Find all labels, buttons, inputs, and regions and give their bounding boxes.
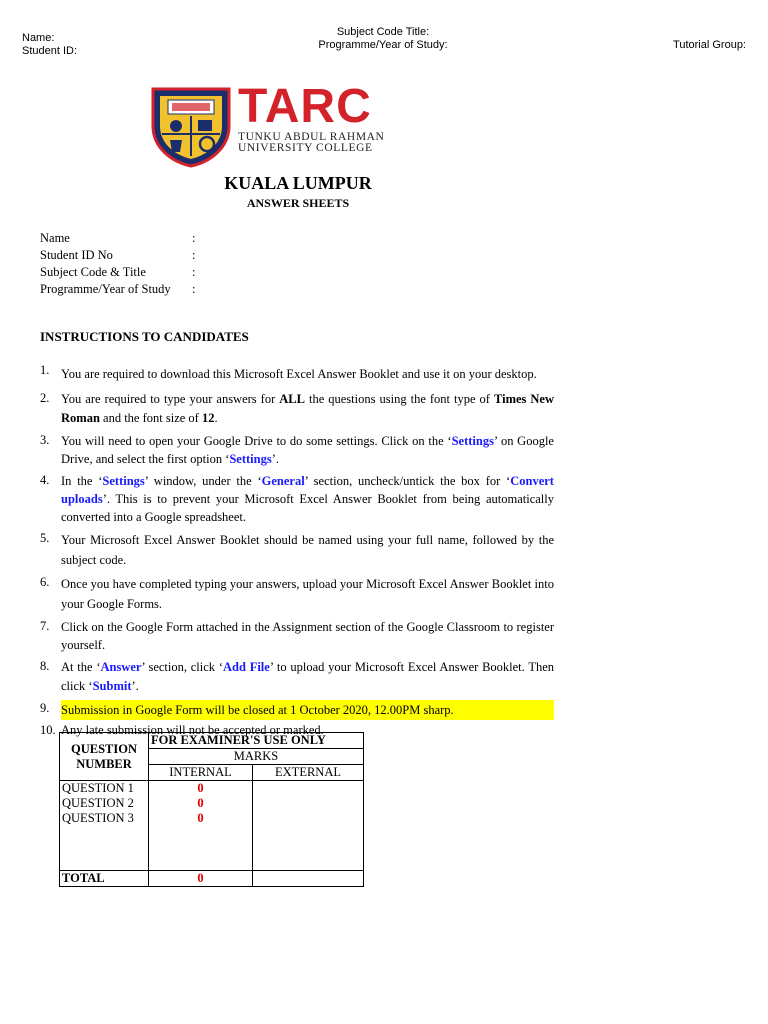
field-label: Programme/Year of Study bbox=[40, 282, 171, 296]
item-number: 9. bbox=[40, 700, 61, 720]
header-student-id-label: Student ID: bbox=[22, 45, 78, 57]
item-number: 1. bbox=[40, 363, 50, 377]
internal-mark-cell[interactable]: 0 bbox=[149, 811, 253, 826]
item-number: 2. bbox=[40, 391, 50, 405]
field-row-student-id bbox=[40, 247, 195, 264]
header-programme-label: Programme/Year of Study: bbox=[318, 39, 448, 51]
item-number: 3. bbox=[40, 433, 50, 447]
field-separator: : bbox=[192, 231, 196, 245]
marks-table bbox=[59, 732, 364, 887]
examiner-header: FOR EXAMINER'S USE ONLY bbox=[149, 733, 364, 749]
field-label: Name bbox=[40, 231, 70, 245]
total-row bbox=[60, 871, 364, 887]
external-mark-cell[interactable] bbox=[253, 811, 364, 826]
item-number: 4. bbox=[40, 473, 50, 487]
field-label: Subject Code & Title bbox=[40, 265, 146, 279]
instruction-item bbox=[40, 574, 554, 614]
field-row-programme bbox=[40, 281, 195, 298]
item-text: Click on the Google Form attached in the Assignment section of the Google Classroom to register yourself. bbox=[61, 620, 554, 652]
item-number: 10. bbox=[40, 723, 56, 737]
field-label: Student ID No bbox=[40, 248, 113, 262]
total-external-cell[interactable] bbox=[253, 871, 364, 887]
instruction-item bbox=[40, 432, 554, 468]
external-mark-cell[interactable] bbox=[253, 781, 364, 797]
instruction-item bbox=[40, 472, 554, 526]
table-row bbox=[60, 781, 364, 797]
external-header: EXTERNAL bbox=[253, 765, 364, 781]
item-text: At the ‘Answer’ section, click ‘Add File’ to upload your Microsoft Excel Answer Booklet. Then click ‘Submit’. bbox=[61, 660, 555, 693]
header-tutorial-group-label: Tutorial Group: bbox=[673, 39, 746, 51]
blank-cell bbox=[60, 826, 149, 871]
internal-mark-cell[interactable]: 0 bbox=[149, 796, 253, 811]
candidate-fields bbox=[40, 230, 195, 298]
brand-wordmark: TARC bbox=[238, 80, 372, 133]
instructions-title: INSTRUCTIONS TO CANDIDATES bbox=[40, 329, 249, 344]
item-number: 7. bbox=[40, 619, 50, 633]
item-text: You are required to download this Microsoft Excel Answer Booklet and use it on your desktop. bbox=[61, 367, 537, 381]
item-text: Submission in Google Form will be closed at 1 October 2020, 12.00PM sharp. bbox=[61, 703, 454, 717]
internal-mark-cell[interactable]: 0 bbox=[149, 781, 253, 797]
question-number-header: QUESTION NUMBER bbox=[60, 733, 149, 781]
field-row-name bbox=[40, 230, 195, 247]
header-subject-code-label: Subject Code Title: bbox=[336, 26, 430, 38]
header-center bbox=[260, 26, 506, 52]
blank-cell bbox=[149, 826, 253, 871]
crest-logo bbox=[150, 86, 232, 173]
item-text: Your Microsoft Excel Answer Booklet should be named using your full name, followed by the subject code. bbox=[61, 533, 554, 567]
item-number: 6. bbox=[40, 575, 50, 589]
blank-cell bbox=[253, 826, 364, 871]
question-cell: QUESTION 2 bbox=[60, 796, 149, 811]
instruction-item bbox=[40, 530, 554, 570]
item-text: You will need to open your Google Drive to do some settings. Click on the ‘Settings’ on Google Drive, and select the first option ‘Settings’. bbox=[61, 434, 554, 466]
total-internal-cell[interactable]: 0 bbox=[149, 871, 253, 887]
item-text: You are required to type your answers for ALL the questions using the font type of Times New Roman and the font size of 12. bbox=[61, 392, 555, 425]
field-separator: : bbox=[192, 265, 196, 279]
instruction-item bbox=[40, 618, 554, 654]
item-text: Any late submission will not be accepted or marked. bbox=[61, 723, 324, 737]
field-row-subject bbox=[40, 264, 195, 281]
instruction-item bbox=[40, 390, 554, 428]
item-number: 5. bbox=[40, 531, 50, 545]
document-title: ANSWER SHEETS bbox=[246, 196, 350, 210]
table-row bbox=[60, 796, 364, 811]
instruction-item-highlighted bbox=[40, 700, 554, 720]
marks-header: MARKS bbox=[149, 749, 364, 765]
table-blank-row bbox=[60, 826, 364, 871]
header-left bbox=[22, 32, 77, 58]
field-separator: : bbox=[192, 248, 196, 262]
item-number: 8. bbox=[40, 659, 50, 673]
question-cell: QUESTION 3 bbox=[60, 811, 149, 826]
item-text: Once you have completed typing your answers, upload your Microsoft Excel Answer Booklet into your Google Forms. bbox=[61, 577, 554, 611]
brand-block bbox=[238, 82, 384, 154]
brand-line-2: UNIVERSITY COLLEGE bbox=[238, 142, 373, 154]
total-label: TOTAL bbox=[60, 871, 149, 887]
header-name-label: Name: bbox=[22, 32, 55, 44]
instructions-list bbox=[40, 362, 554, 742]
field-separator: : bbox=[192, 282, 196, 296]
instruction-item bbox=[40, 658, 554, 696]
internal-header: INTERNAL bbox=[149, 765, 253, 781]
external-mark-cell[interactable] bbox=[253, 796, 364, 811]
question-cell: QUESTION 1 bbox=[60, 781, 149, 797]
campus-title: KUALA LUMPUR bbox=[224, 173, 372, 193]
brand-line-1: TUNKU ABDUL RAHMAN bbox=[238, 131, 385, 143]
instruction-item bbox=[40, 362, 554, 386]
item-text: In the ‘Settings’ window, under the ‘General’ section, uncheck/untick the box for ‘Convert uploads’. This is to prevent your Microsoft Excel Answer Booklet from being automatically converted into a Google spreadsheet. bbox=[61, 474, 554, 524]
table-row bbox=[60, 811, 364, 826]
